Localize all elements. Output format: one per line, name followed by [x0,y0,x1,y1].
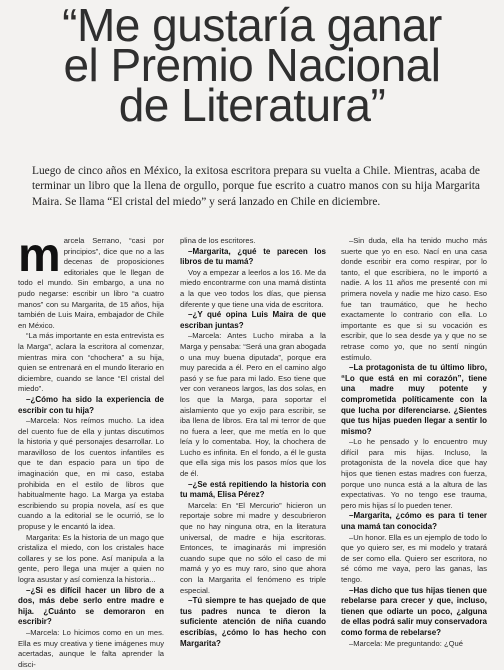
paragraph-text: –Sin duda, ella ha tenido mucho más suerte que yo en eso. Nací en una casa donde escribir era como respirar, por lo tanto, el que escribiera, no le importó a nadie. A los 11 años me presenté con mi primera novela y nadie me hizo caso. Eso fue tan traumático, que he hecho exactamente lo contrario con ella. Lo importante es que si su vocación es escribir, que lo sea desde ya y que no se retrase como yo, que no sentí ningún estímulo. [341,236,487,362]
paragraph-text: –Marcela: Antes Lucho miraba a la Marga y pensaba: “Será una gran abogada o una muy buena diputada”, porque era muy parecida a él. Pero en el camino algo pasó y se fue para mi lado. Eso tiene que ver con veraneos largos, las dos solas, en los que la Marga, para soportar el aislamiento que yo exijo para escribir, se iba llena de libros. Era tal mi terror de que no fuera a leer, que me metía en lo que leía y lo comentaba. Hoy, la chochera de Lucho es infinita. En el fondo, a él le gusta que ella siga mis los pasos míos que los de él. [180,331,326,479]
paragraph-text: –¿Y qué opina Luis Maira de que escriban juntas? [180,310,326,330]
paragraph-text: –Has dicho que tus hijas tienen que rebelarse para crecer y que, incluso, tienen que odiarte un poco, ¿alguna de ellas podrá salir muy conservadora como forma de rebelarse? [341,585,487,637]
paragraph-text: “La más importante en esta entrevista es la Marga”, aclara la escritora al comenzar, mientras mira con “chochera” a su hija, quien se entrenará en el mundo literario en diciembre, cuando se lance “El cristal del miedo”. [18,331,164,394]
paragraph-text: –Lo he pensado y lo encuentro muy difícil para mis hijas. Incluso, la protagonista de la novela dice que hay hijos que tienen estas madres con fuerza, porque uno nunca está a la altura de las expectativas. Yo no tengo ese trauma, pero mis hijas sí lo pueden tener. [341,437,487,510]
paragraph-text: Marcela: En “El Mercurio” hicieron un reportaje sobre mi madre y descubrieron que no hay ninguna otra, en la literatura universal, de madre e hija escritoras. Entonces, te imaginarás mi impresión cuando supe que no sólo el caso de mi mamá y yo es muy raro, sino que ahora con la Margarita el fenómeno es triple especial. [180,500,326,595]
body-paragraph [18,229,164,331]
paragraph-text: –Marcela: Me preguntando: ¿Qué [349,638,463,648]
interview-question [180,310,326,331]
body-paragraph [18,533,164,586]
body-paragraph [180,236,326,247]
headline-line-1: “Me gustaría ganar [62,0,442,51]
paragraph-text: –Marcela: Lo hicimos como en un mes. Ella es muy creativa y tiene imágenes muy acertadas, aunque le falta aprender la disci- [18,627,164,669]
paragraph-text: –Marcela: Nos reímos mucho. La idea del cuento fue de ella y juntas discutimos la historia y qué personajes desarrollar. Lo maravilloso de los cuentos infantiles es que te dan espacio para un tipo de imaginación que, en mi caso, estaba prohibida en el estilo de libros que habitualmente hago. La Marga ya estaba escribiendo su propia novela, así es que cuando a la editorial se le ocurrió, se lo propuse y le encantó la idea. [18,416,164,532]
paragraph-text: –Un honor. Ella es un ejemplo de todo lo que yo quiero ser, es mi modelo y tratará de ser como ella. Quiero ser escritora, no sé cómo me vaya, pero las ganas, las tengo. [341,532,487,584]
article-column-3 [341,236,487,649]
paragraph-text: arcela Serrano, “casi por principios”, dice que no a las decenas de proposiciones editoriales que le llegan de todo el mundo. Sin embargo, a una no pudo negarse: escribir un libro “a cuatro manos” con su Margarita, de 15 años, hija también de Luis Maira, embajador de Chile en México. [18,236,164,330]
interview-question [18,395,164,416]
body-paragraph [18,628,164,670]
paragraph-text: Margarita: Es la historia de un mago que cristaliza el miedo, con los cristales hace collares y se los pone. Así manipula a la gente, pero llega una mujer a quien no logra asustar y así comienza la historia... [18,532,164,584]
body-paragraph [341,639,487,650]
body-paragraph [180,268,326,310]
headline-line-2: el Premio Nacional [63,39,441,91]
paragraph-text: plina de los escritores. [180,236,256,245]
interview-question [180,480,326,501]
interview-question [18,586,164,628]
headline [0,0,504,131]
paragraph-text: –Margarita, ¿qué te parecen los libros de tu mamá? [180,246,326,267]
paragraph-text: –La protagonista de tu último libro, “Lo que está en mi corazón”, tiene una madre muy potente y comprometida políticamente con la que lucha por diferenciarse. ¿Sientes que tus hijas pueden llegar a sentir lo mismo? [341,363,487,436]
body-paragraph [18,331,164,395]
body-paragraph [18,416,164,533]
interview-question [341,511,487,532]
interview-question [341,586,487,639]
paragraph-text: –Tú siempre te has quejado de que tus padres nunca te dieron la suficiente atención de niña cuando escribías, ¿cómo lo has hecho con Margarita? [180,596,326,648]
paragraph-text: –¿Si es difícil hacer un libro de a dos, más debe serlo entre madre e hija. ¿Cuánto se demoraron en escribir? [18,585,164,627]
article-column-1 [18,229,164,670]
body-paragraph [341,437,487,511]
body-paragraph [341,533,487,586]
lede-paragraph: Luego de cinco años en México, la exitosa escritora prepara su vuelta a Chile. Mientras, acaba de terminar un libro que la llena de orgullo, porque fue escrito a cuatro manos con su hija Margarita Maira. Se llama “El cristal del miedo” y será lanzado en Chile en diciembre. [32,165,480,208]
body-paragraph [341,236,487,363]
interview-question [180,596,326,649]
interview-question [341,363,487,437]
paragraph-text: –¿Cómo ha sido la experiencia de escribir con tu hija? [18,394,164,415]
paragraph-text: –¿Se está repitiendo la historia con tu mamá, Elisa Pérez? [180,479,326,500]
paragraph-text: –Margarita, ¿cómo es para ti tener una mamá tan conocida? [341,511,487,532]
body-paragraph [180,501,326,596]
body-paragraph [180,331,326,479]
headline-line-3: de Literatura” [118,79,386,131]
interview-question [180,247,326,268]
paragraph-text: Voy a empezar a leerlos a los 16. Me da miedo encontrarme con una mamá distinta a la que veo todos los días, que piensa diferente y que tiene una vida de escritora. [180,267,326,309]
article-column-2 [180,236,326,649]
drop-cap: m [18,229,61,282]
